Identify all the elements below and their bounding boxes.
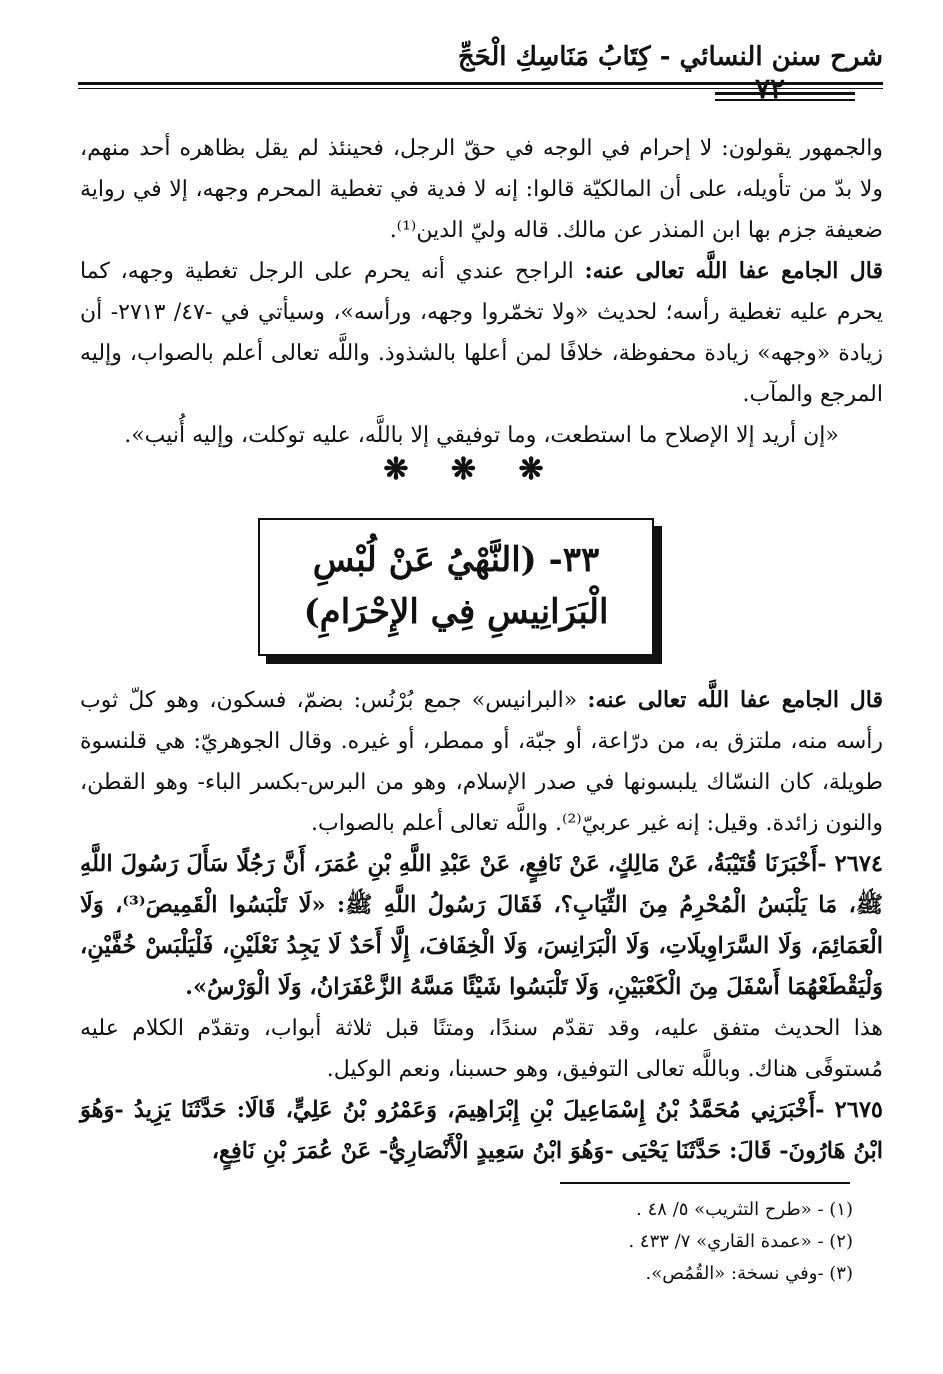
paragraph-lead: قال الجامع عفا اللَّه تعالى عنه: — [584, 258, 883, 284]
page-number: ٧٢ — [755, 72, 786, 105]
paragraph-lead: قال الجامع عفا اللَّه تعالى عنه: — [587, 687, 883, 713]
hadith-2675: ٢٦٧٥ -أَخْبَرَنِي مُحَمَّدُ بْنُ إِسْمَاعِيلَ بْنِ إِبْرَاهِيمَ، وَعَمْرُو بْنُ عَلِيٍّ، قَالَا: حَدَّثَنَا يَزِيدُ -وَهُوَ ابْنُ هَارُونَ- قَالَ: حَدَّثَنَا يَحْيَى -وَهُوَ ابْنُ سَعِيدٍ الْأَنْصَارِيُّ- عَنْ عُمَرَ بْنِ نَافِعٍ، — [80, 1097, 883, 1164]
quran-quote: «إن أريد إلا الإصلاح ما استطعت، وما توفيقي إلا باللَّه، عليه توكلت، وإليه أُنيب». — [124, 423, 839, 448]
chapter-heading-box — [258, 518, 654, 656]
footnote-2: (٢) - «عمدة القاري» ٧/ ٤٣٣ . — [628, 1231, 853, 1252]
paragraph-text: والجمهور يقولون: لا إحرام في الوجه في حقّ الرجل، فحينئذ لم يقل بظاهره أحد منهم، ولا بدّ من تأويله، على أن المالكيّة قالوا: إنه لا فدية في تغطية المحرم وجهه، إلا في رواية ضعيفة جزم بها ابن المنذر عن مالك. قاله وليّ الدين⁽¹⁾. — [80, 136, 883, 243]
paragraph-text: الراجح عندي أنه يحرم على الرجل تغطية وجهه، كما يحرم عليه تغطية رأسه؛ لحديث «ولا تخمّروا وجهه، ورأسه»، وسيأتي في -٤٧/ ٢٧١٣- أن زيادة «وجهه» زيادة محفوظة، خلافًا لمن أعلها بالشذوذ. واللَّه تعالى أعلم بالصواب، وإليه المرجع والمآب. — [80, 259, 883, 407]
bottom-text-block — [80, 680, 883, 1172]
paragraph-jami-1 — [80, 251, 883, 415]
footnotes — [353, 1194, 853, 1290]
paragraph-jumhur — [80, 128, 883, 251]
chapter-title: ٣٣- (النَّهْيُ عَنْ لُبْسِ الْبَرَانِيسِ فِي الإِحْرَامِ) — [303, 540, 609, 632]
footnote-divider — [560, 1182, 850, 1184]
paragraph-commentary: هذا الحديث متفق عليه، وقد تقدّم سندًا، ومتنًا قبل ثلاثة أبواب، وتقدّم الكلام عليه مُستوفًى هناك. وباللَّه تعالى التوفيق، وهو حسبنا، ونعم الوكيل. — [80, 1016, 883, 1082]
hadith-2674: ٢٦٧٤ -أَخْبَرَنَا قُتَيْبَةُ، عَنْ مَالِكٍ، عَنْ نَافِعٍ، عَنْ عَبْدِ اللَّهِ بْنِ عُمَرَ، أَنَّ رَجُلًا سَأَلَ رَسُولَ اللَّهِ ﷺ، مَا يَلْبَسُ الْمُحْرِمُ مِنَ الثِّيَابِ؟، فَقَالَ رَسُولُ اللَّهِ ﷺ: «لَا تَلْبَسُوا الْقَمِيصَ⁽³⁾، وَلَا الْعَمَائِمَ، وَلَا السَّرَاوِيلَاتِ، وَلَا الْبَرَانِسَ، وَلَا الْخِفَافَ، إِلَّا أَحَدٌ لَا يَجِدُ نَعْلَيْنِ، فَلْيَلْبَسْ خُفَّيْنِ، وَلْيَقْطَعْهُمَا أَسْفَلَ مِنَ الْكَعْبَيْنِ، وَلَا تَلْبَسُوا شَيْئًا مَسَّهُ الزَّعْفَرَانُ، وَلَا الْوَرْسُ». — [80, 851, 884, 1000]
running-title: شرح سنن النسائي - كِتَابُ مَنَاسِكِ الْحَجِّ — [457, 42, 883, 72]
footnote-1: (١) - «طرح التثريب» ٥/ ٤٨ . — [636, 1199, 853, 1220]
footnote-3: (٣) -وفي نسخة: «القُمُص». — [645, 1263, 853, 1284]
paragraph-jami-2 — [80, 680, 883, 844]
section-separator: ❋ ❋ ❋ — [383, 452, 560, 487]
top-text-block — [80, 128, 883, 456]
paragraph-text: «البرانيس» جمع بُرْنُس: بضمّ، فسكون، وهو كلّ ثوب رأسه منه، ملتزق به، من درّاعة، أو جبّة، أو ممطر، أو غيره. وقال الجوهريّ: هي قلنسوة طويلة، كان النسّاك يلبسونها في صدر الإسلام، وهو من البرس-بكسر الباء- وهو القطن، والنون زائدة. وقيل: إنه غير عربيّ⁽²⁾. واللَّه تعالى أعلم بالصواب. — [80, 688, 883, 836]
